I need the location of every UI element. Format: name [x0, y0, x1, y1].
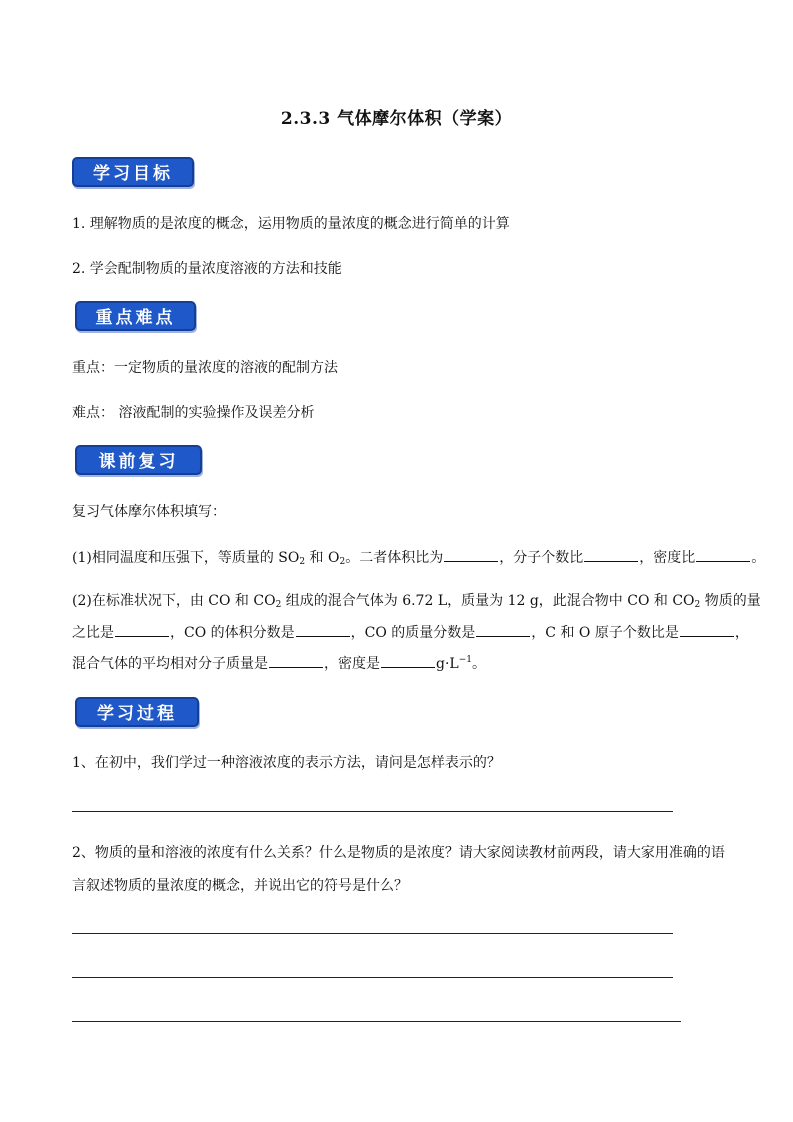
section-badge-key-points: 重点难点 — [75, 301, 196, 331]
review-question-2-line-3: 混合气体的平均相对分子质量是 ，密度是 $g\cdot L^{-1}$。 — [72, 655, 486, 672]
review-intro: 复习气体摩尔体积填写： — [72, 504, 226, 520]
process-question-2-line-1: 2、物质的量和溶液的浓度有什么关系？什么是物质的是浓度？请大家阅读教材前两段，请大家用准确的语 — [72, 845, 725, 861]
answer-blank[interactable] — [269, 653, 323, 668]
answer-blank[interactable] — [381, 653, 435, 668]
answer-blank[interactable] — [584, 547, 638, 562]
review-question-2-line-2: 之比是 ，CO 的体积分数是 ，CO 的质量分数是 ，C 和 O 原子个数比是 ， — [72, 622, 749, 642]
objective-2: 2. 学会配制物质的量浓度溶液的方法和技能 — [72, 261, 342, 277]
page-title: 2.3.3 气体摩尔体积（学案） — [280, 109, 513, 129]
answer-blank[interactable] — [696, 547, 750, 562]
answer-line[interactable] — [72, 977, 673, 978]
answer-line[interactable] — [72, 811, 673, 812]
answer-line[interactable] — [72, 933, 673, 934]
answer-blank[interactable] — [476, 622, 530, 637]
review-question-1: (1)相同温度和压强下，等质量的 $SO_2$ 和 $O_2$。二者体积比为 ，分子个数比 ，密度比 。 — [72, 547, 765, 567]
answer-blank[interactable] — [680, 622, 734, 637]
answer-blank[interactable] — [296, 622, 350, 637]
answer-blank[interactable] — [444, 547, 498, 562]
objective-1: 1. 理解物质的是浓度的概念，运用物质的量浓度的概念进行简单的计算 — [72, 216, 510, 232]
key-point-important: 重点：一定物质的量浓度的溶液的配制方法 — [72, 360, 338, 376]
process-question-1: 1、在初中，我们学过一种溶液浓度的表示方法，请问是怎样表示的？ — [72, 755, 501, 771]
process-question-2-line-2: 言叙述物质的量浓度的概念，并说出它的符号是什么？ — [72, 878, 408, 894]
answer-blank[interactable] — [115, 622, 169, 637]
review-question-2-line-1: (2)在标准状况下，由 CO 和 $CO_2$ 组成的混合气体为 6.72 L，质量为 12 g，此混合物中 CO 和 $CO_2$ 物质的量 — [72, 593, 761, 610]
key-point-difficult: 难点： 溶液配制的实验操作及误差分析 — [72, 405, 315, 421]
section-badge-review: 课前复习 — [75, 445, 202, 475]
answer-line[interactable] — [72, 1021, 681, 1022]
section-badge-process: 学习过程 — [75, 697, 199, 727]
section-badge-objectives: 学习目标 — [72, 157, 194, 187]
